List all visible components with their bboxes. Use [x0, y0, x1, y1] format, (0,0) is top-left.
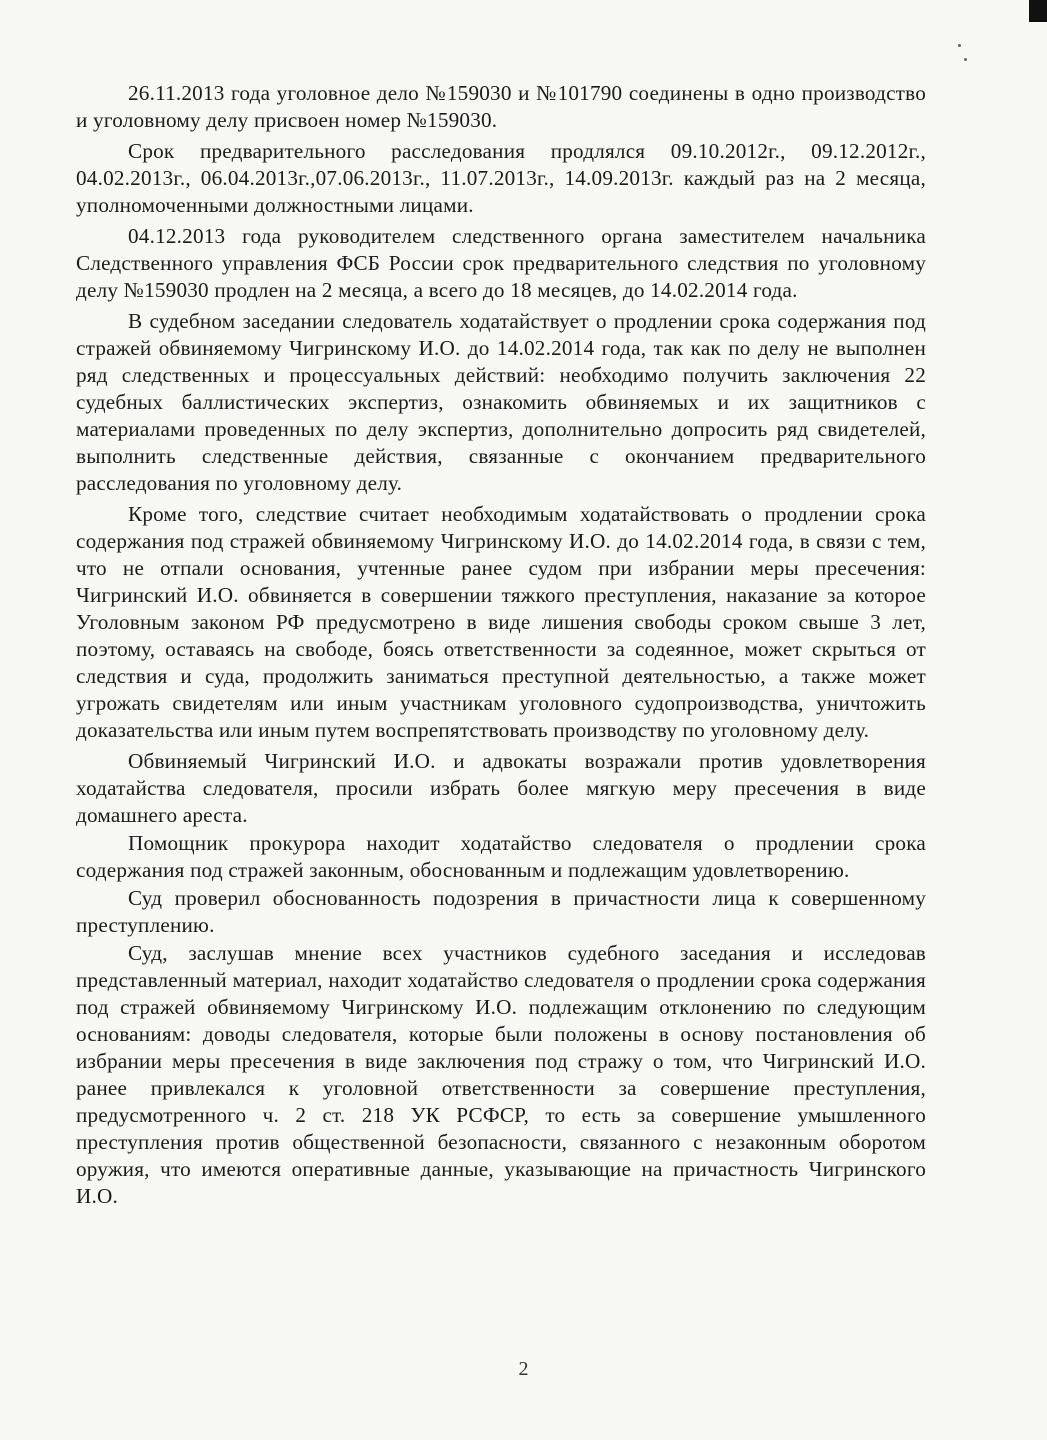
paragraph-investigator-motion: В судебном заседании следователь ходатайствует о продлении срока содержания под стражей обвиняемому Чигринскому И.О. до 14.02.2014 года, так как по делу не выполнен ряд следственных и процессуальных действий: необходимо получить заключения 22 судебных баллистических экспертиз, ознакомить обвиняемых и их защитников с материалами проведенных по делу экспертиз, дополнительно допросить ряд свидетелей, выполнить следственные действия, связанные с окончанием предварительного расследования по уголовному делу. — [76, 309, 926, 495]
scan-speck — [958, 44, 961, 47]
paragraph-court-decision: Суд, заслушав мнение всех участников судебного заседания и исследовав представленный материал, находит ходатайство следователя о продлении срока содержания под стражей обвиняемому Чигринскому И.О. подлежащим отклонению по следующим основаниям: доводы следователя, которые были положены в основу постановления об избрании меры пресечения в виде заключения под стражу о том, что Чигринский И.О. ранее привлекался к уголовной ответственности за совершение преступления, предусмотренного ч. 2 ст. 218 УК РСФСР, то есть за совершение умышленного преступления против общественной безопасности, связанного с незаконным оборотом оружия, что имеются оперативные данные, указывающие на причастность Чигринского И.О. — [76, 941, 926, 1208]
scan-speck — [964, 58, 967, 61]
paragraph-investigation-extended-18-months: 04.12.2013 года руководителем следственного органа заместителем начальника Следственного управления ФСБ России срок предварительного следствия по уголовному делу №159030 продлен на 2 месяца, а всего до 18 месяцев, до 14.02.2014 года. — [76, 224, 926, 302]
paragraph-investigation-extensions: Срок предварительного расследования продлялся 09.10.2012г., 09.12.2012г., 04.02.2013г., 06.04.2013г.,07.06.2013г., 11.07.2013г., 14.09.2013г. каждый раз на 2 месяца, уполномоченными должностными лицами. — [76, 139, 926, 217]
page-number: 2 — [518, 1358, 529, 1380]
paragraph-prosecutor-position: Помощник прокурора находит ходатайство следователя о продлении срока содержания под стражей законным, обоснованным и подлежащим удовлетворению. — [76, 831, 926, 882]
paragraph-defense-objection: Обвиняемый Чигринский И.О. и адвокаты возражали против удовлетворения ходатайства следователя, просили избрать более мягкую меру пресечения в виде домашнего ареста. — [76, 749, 926, 827]
document-body — [76, 80, 926, 1211]
scan-corner-mark — [1029, 0, 1047, 22]
paragraph-court-check: Суд проверил обоснованность подозрения в причастности лица к совершенному преступлению. — [76, 886, 926, 937]
paragraph-case-merge: 26.11.2013 года уголовное дело №159030 и №101790 соединены в одно производство и уголовному делу присвоен номер №159030. — [76, 81, 926, 132]
paragraph-grounds-for-detention: Кроме того, следствие считает необходимым ходатайствовать о продлении срока содержания под стражей обвиняемому Чигринскому И.О. до 14.02.2014 года, в связи с тем, что не отпали основания, учтенные ранее судом при избрании меры пресечения: Чигринский И.О. обвиняется в совершении тяжкого преступления, наказание за которое Уголовным законом РФ предусмотрено в виде лишения свободы сроком свыше 3 лет, поэтому, оставаясь на свободе, боясь ответственности за содеянное, может скрыться от следствия и суда, продолжить заниматься преступной деятельностью, а также может угрожать свидетелям или иным участникам уголовного судопроизводства, уничтожить доказательства или иным путем воспрепятствовать производству по уголовному делу. — [76, 502, 926, 742]
